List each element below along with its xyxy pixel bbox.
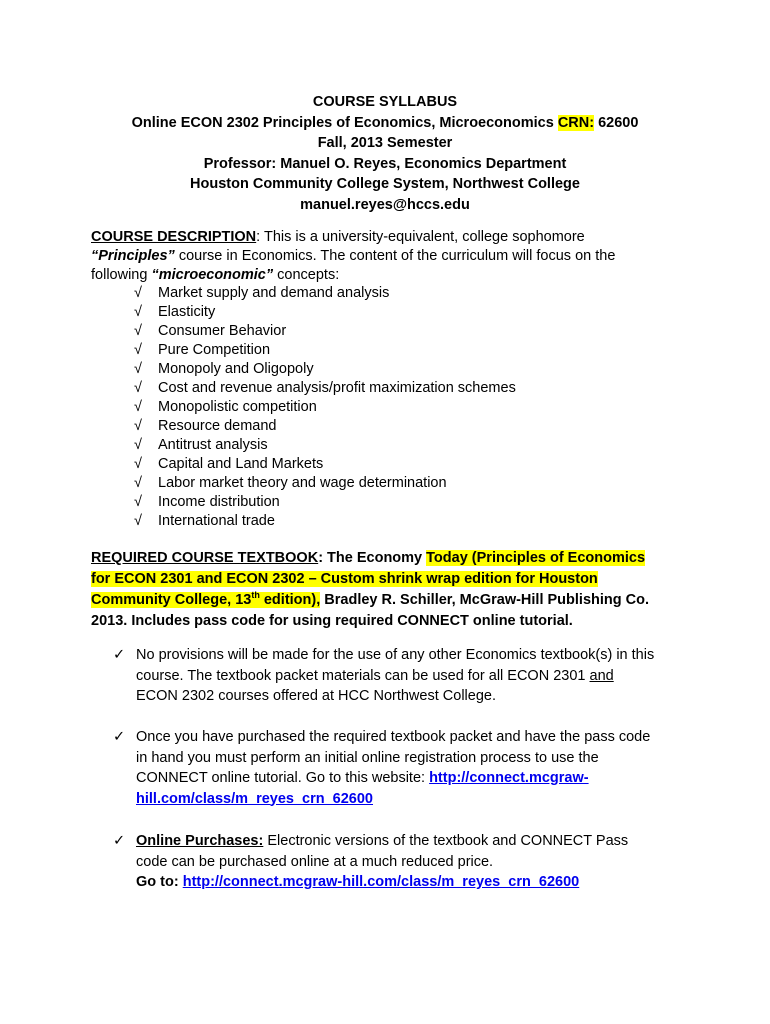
check-root-icon: √ — [134, 285, 142, 301]
course-name: Online ECON 2302 Principles of Economics, Microeconomics — [131, 114, 558, 131]
concept-label: Resource demand — [158, 418, 277, 434]
concept-label: Monopoly and Oligopoly — [158, 361, 314, 377]
check-root-icon: √ — [134, 418, 142, 434]
online-purchases-heading: Online Purchases: — [136, 833, 264, 849]
textbook-line-2: for ECON 2301 and ECON 2302 – Custom shrink wrap edition for Houston — [91, 571, 598, 587]
concept-label: Market supply and demand analysis — [158, 285, 390, 301]
check-root-icon: √ — [134, 494, 142, 510]
concept-label: Antitrust analysis — [158, 437, 268, 453]
textbook-line-3: Community College, 13th edition), Bradley R. Schiller, McGraw-Hill Publishing Co. — [91, 590, 650, 608]
note-registration: ✓ Once you have purchased the required textbook packet and have the pass code in hand you must perform an initial online registration process to use the CONNECT online tutorial. Go to this website: http://connect.mcgraw- hill.com/class/m_reyes_crn_62600 — [113, 729, 651, 807]
professor-email: manuel.reyes@hccs.edu — [300, 196, 470, 213]
note-no-provisions: ✓ No provisions will be made for the use of any other Economics textbook(s) in this course. The textbook packet materials can be used for all ECON 2301 and ECON 2302 courses offered at HCC Northwest College. — [113, 647, 655, 704]
concept-label: Labor market theory and wage determination — [158, 475, 447, 491]
concept-label: Elasticity — [158, 304, 216, 320]
check-root-icon: √ — [134, 399, 142, 415]
concept-item — [134, 303, 516, 322]
concept-label: Pure Competition — [158, 342, 271, 358]
check-root-icon: √ — [134, 380, 142, 396]
goto-label: Go to: — [136, 874, 183, 890]
concept-label: Income distribution — [158, 494, 280, 510]
concept-item — [134, 379, 516, 398]
checkmark-icon: ✓ — [113, 729, 126, 745]
check-root-icon: √ — [134, 323, 142, 339]
concept-item — [134, 360, 516, 379]
textbook-line-1: REQUIRED COURSE TEXTBOOK: The Economy Today (Principles of Economics — [91, 550, 646, 566]
microeconomic-term: “microeconomic” — [151, 267, 274, 283]
check-root-icon: √ — [134, 342, 142, 358]
concept-item — [134, 493, 516, 512]
crn-label: CRN: — [557, 114, 595, 131]
concept-label: Consumer Behavior — [158, 323, 287, 339]
syllabus-header — [0, 92, 770, 215]
concept-label: International trade — [158, 513, 275, 529]
concept-item — [134, 284, 516, 303]
purchase-link[interactable]: http://connect.mcgraw-hill.com/class/m_reyes_crn_62600 — [182, 874, 580, 890]
textbook-line-4: 2013. Includes pass code for using required CONNECT online tutorial. — [91, 613, 573, 629]
principles-term: “Principles” — [91, 248, 175, 264]
check-root-icon: √ — [134, 456, 142, 472]
concept-label: Cost and revenue analysis/profit maximization schemes — [158, 380, 516, 396]
concept-item — [134, 341, 516, 360]
description-line-1: COURSE DESCRIPTION: This is a university-equivalent, college sophomore — [91, 229, 585, 245]
college-line: Houston Community College System, Northwest College — [190, 176, 580, 192]
check-root-icon: √ — [134, 513, 142, 529]
connect-link-part-2[interactable]: hill.com/class/m_reyes_crn_62600 — [136, 790, 373, 807]
description-line-2: “Principles” course in Economics. The content of the curriculum will focus on the — [91, 248, 616, 264]
description-line-3: following “microeconomic” concepts: — [91, 267, 340, 283]
concept-label: Capital and Land Markets — [158, 456, 324, 472]
course-description — [91, 228, 691, 285]
checkmark-icon: ✓ — [113, 833, 126, 849]
concept-item — [134, 417, 516, 436]
check-root-icon: √ — [134, 304, 142, 320]
concept-item — [134, 474, 516, 493]
check-root-icon: √ — [134, 475, 142, 491]
connect-link-part-1[interactable]: http://connect.mcgraw- — [429, 770, 589, 786]
textbook-heading: REQUIRED COURSE TEXTBOOK — [91, 550, 319, 566]
course-line — [0, 113, 770, 134]
required-textbook — [91, 548, 691, 632]
checkmark-icon: ✓ — [113, 647, 126, 663]
check-root-icon: √ — [134, 437, 142, 453]
concept-item — [134, 322, 516, 341]
concept-item — [134, 512, 516, 531]
description-heading: COURSE DESCRIPTION — [91, 229, 257, 245]
concept-item — [134, 436, 516, 455]
concepts-list — [134, 284, 516, 531]
check-root-icon: √ — [134, 361, 142, 377]
document-title: COURSE SYLLABUS — [312, 94, 458, 110]
concept-label: Monopolistic competition — [158, 399, 317, 415]
concept-item — [134, 455, 516, 474]
note-online-purchases: ✓ Online Purchases: Electronic versions of the textbook and CONNECT Pass code can be purchased online at a much reduced price. Go to: http://connect.mcgraw-hill.com/class/m_reyes_crn_62600 — [113, 833, 629, 890]
professor-line: Professor: Manuel O. Reyes, Economics Department — [203, 155, 567, 172]
crn-value: 62600 — [594, 114, 639, 131]
semester-line: Fall, 2013 Semester — [317, 135, 453, 151]
concept-item — [134, 398, 516, 417]
